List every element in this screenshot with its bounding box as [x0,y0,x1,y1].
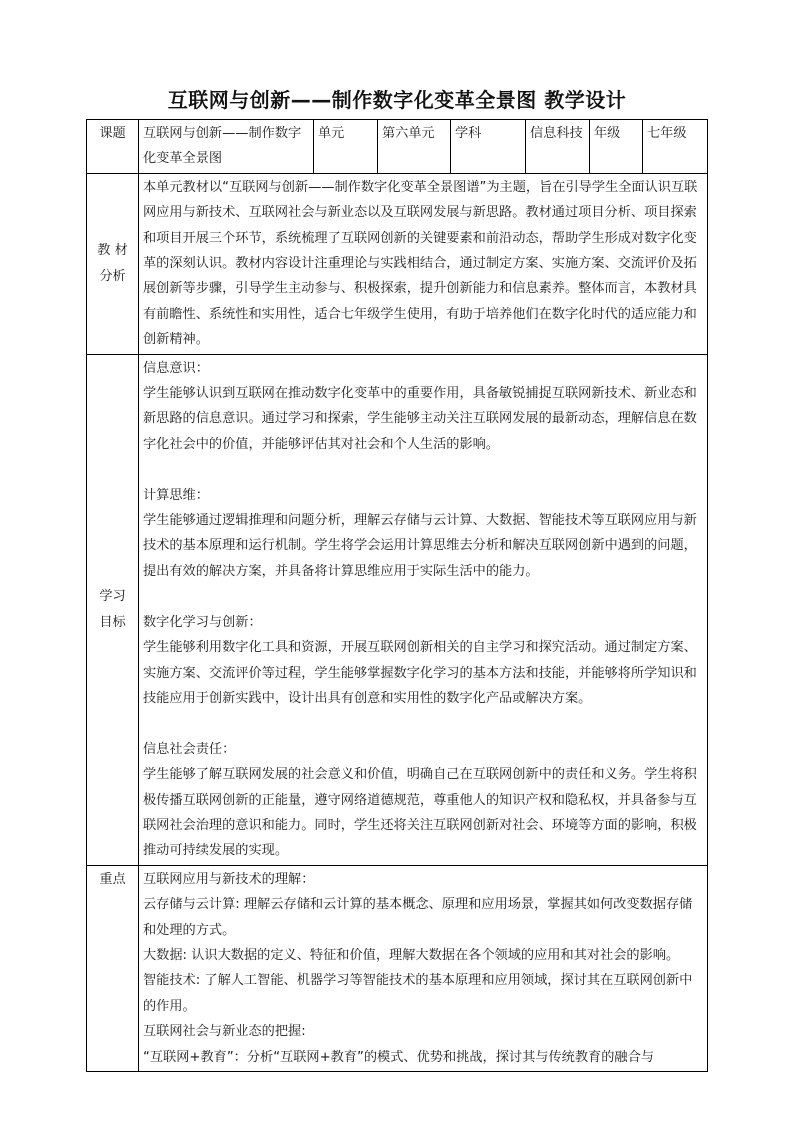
key-point-line: 云存储与云计算: 理解云存储和云计算的基本概念、原理和应用场景，掌握其如何改变数据存储和处理的方式。 [143,897,693,938]
spacer [143,711,703,736]
material-analysis-label [87,173,139,354]
goals-label-line1: 学习 [99,589,126,605]
key-point-line: 智能技术: 了解人工智能、机器学习等智能技术的基本原理和应用领域，探讨其在互联网创新中的作用。 [143,973,693,1014]
learning-goals-label [87,354,139,865]
grade-value: 七年级 [643,120,708,174]
key-point-line: “互联网+教育”：分析“互联网+教育”的模式、优势和挑战，探讨其与传统教育的融合与 [143,1049,654,1065]
goal-heading: 信息意识： [143,360,209,376]
grade-label: 年级 [590,120,643,174]
material-paragraph: 本单元教材以“互联网与创新——制作数字化变革全景图谱”为主题，旨在引导学生全面认识互联网应用与新技术、互联网社会与新业态以及互联网发展与新思路。教材通过项目分析、项目探索和项目开展三个环节，系统梳理了互联网创新的关键要素和前沿动态，帮助学生形成对数字化变革的深刻认识。教材内容设计注重理论与实践相结合，通过制定方案、实施方案、交流评价及拓展创新等步骤，引导学生主动参与、积极探索，提升创新能力和信息素养。整体而言，本教材具有前瞻性、系统性和实用性，适合七年级学生使用，有助于培养他们在数字化时代的适应能力和创新精神。 [143,179,698,348]
material-label-line2: 分析 [99,268,126,284]
unit-label: 单元 [314,120,378,174]
key-points-row [87,865,708,1071]
goal-text: 学生能够利用数字化工具和资源，开展互联网创新相关的自主学习和探究活动。通过制定方案、实施方案、交流评价等过程，学生能够掌握数字化学习的基本方法和技能，并能够将所学知识和技能应用于创新实践中，设计出具有创意和实用性的数字化产品或解决方案。 [143,640,697,706]
course-label: 课题 [87,120,139,174]
key-point-line: 互联网社会与新业态的把握: [143,1024,306,1040]
spacer [143,457,703,482]
key-point-line: 互联网应用与新技术的理解： [143,871,315,887]
lesson-plan-table [86,119,708,1072]
key-points-label: 重点 [87,865,139,1071]
goal-text: 学生能够通过逻辑推理和问题分析，理解云存储与云计算、大数据、智能技术等互联网应用与新技术的基本原理和运行机制。学生将学会运用计算思维去分析和解决互联网创新中遇到的问题，提出有效的解决方案，并具备将计算思维应用于实际生活中的能力。 [143,513,697,579]
header-row [87,120,708,174]
material-label-line1: 教 材 [97,243,128,259]
subject-label: 学科 [451,120,526,174]
goal-heading: 数字化学习与创新： [143,614,262,630]
key-points-text [139,865,708,1071]
material-analysis-row [87,173,708,354]
learning-goals-text [139,354,708,865]
material-analysis-text [139,173,708,354]
page-title: 互联网与创新——制作数字化变革全景图 教学设计 [167,88,627,112]
goal-text: 学生能够了解互联网发展的社会意义和价值，明确自己在互联网创新中的责任和义务。学生将积极传播互联网创新的正能量，遵守网络道德规范，尊重他人的知识产权和隐私权，并具备参与互联网社会治理的意识和能力。同时，学生还将关注互联网创新对社会、环境等方面的影响，积极推动可持续发展的实现。 [143,767,697,859]
unit-value: 第六单元 [378,120,451,174]
key-point-line: 大数据: 认识大数据的定义、特征和价值，理解大数据在各个领域的应用和其对社会的影响。 [143,947,680,963]
goal-text: 学生能够认识到互联网在推动数字化变革中的重要作用，具备敏锐捕捉互联网新技术、新业态和新思路的信息意识。通过学习和探索，学生能够主动关注互联网发展的最新动态，理解信息在数字化社会中的价值，并能够评估其对社会和个人生活的影响。 [143,386,697,452]
goal-heading: 信息社会责任： [143,741,236,757]
course-value: 互联网与创新——制作数字化变革全景图 [139,120,314,174]
learning-goals-row [87,354,708,865]
goal-heading: 计算思维： [143,487,209,503]
spacer [143,584,703,609]
goals-label-line2: 目标 [99,614,126,630]
subject-value: 信息科技 [526,120,590,174]
